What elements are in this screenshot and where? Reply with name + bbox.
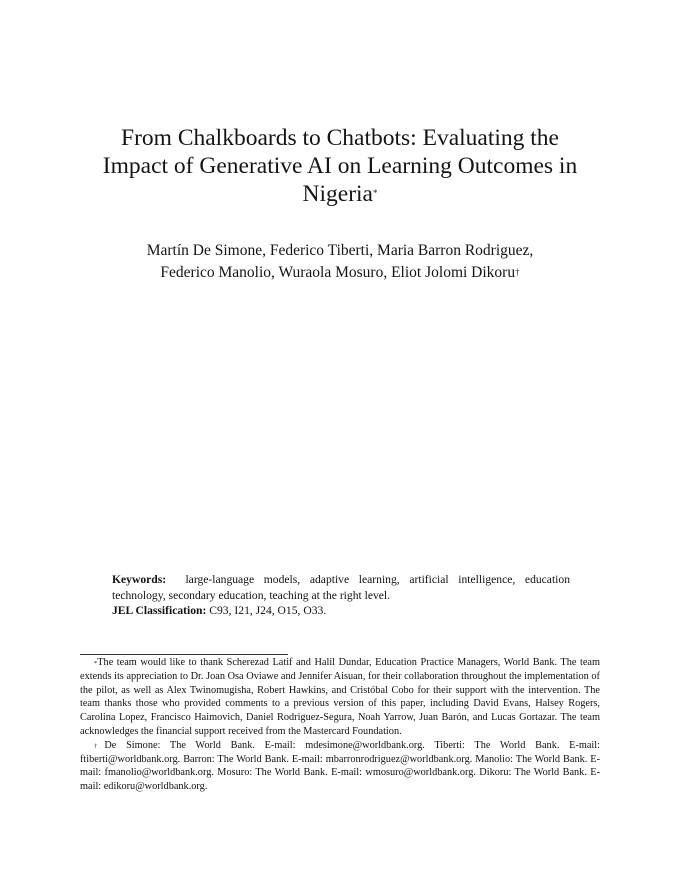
title-text: Nigeria (302, 181, 373, 207)
footnote-mark: † (94, 742, 105, 750)
footnote-acknowledgements (80, 656, 600, 739)
footnote-text: De Simone: The World Bank. E-mail: mdesimone@worldbank.org. Tiberti: The World Bank. E-mail: ftiberti@worldbank.org. Barron: The World Bank. E-mail: mbarronrodriguez@worldbank.org. Manolio: The World Bank. E-mail: fmanolio@worldbank.org. Mosuro: The World Bank. E-mail: wmosuro@worldbank.org. Dikoru: The World Bank. E-mail: edikoru@worldbank.org. (80, 739, 600, 793)
footnotes (80, 656, 600, 794)
author-line (60, 262, 620, 284)
jel-line (112, 603, 570, 619)
author-line: Martín De Simone, Federico Tiberti, Maria Barron Rodriguez, (146, 242, 534, 259)
jel-label: JEL Classification: (112, 604, 207, 617)
keywords-label: Keywords: (112, 573, 167, 586)
footnote-mark: * (94, 660, 98, 667)
keywords-line (112, 572, 570, 603)
paper-title (60, 124, 620, 208)
author-text: Federico Manolio, Wuraola Mosuro, Eliot Jolomi Dikoru (160, 264, 516, 281)
footnote-mark[interactable]: * (372, 188, 378, 198)
title-line (60, 180, 620, 208)
footnote-divider (80, 654, 288, 655)
footnote-affiliations (80, 739, 600, 794)
keywords-block (112, 572, 570, 619)
title-line: From Chalkboards to Chatbots: Evaluating the (121, 125, 559, 151)
author-list (60, 240, 620, 284)
title-line: Impact of Generative AI on Learning Outcomes in (102, 153, 578, 179)
keywords-text: large-language models, adaptive learning, artificial intelligence, education technology, secondary education, teaching at the right level. (112, 573, 570, 602)
footnote-mark[interactable]: † (515, 267, 520, 277)
jel-text: C93, I21, J24, O15, O33. (209, 604, 327, 617)
footnote-text: The team would like to thank Scherezad Latif and Halil Dundar, Education Practice Managers, World Bank. The team extends its appreciation to Dr. Joan Osa Oviawe and Jennifer Aisuan, for their collaboration throughout the implementation of the pilot, as well as Alex Twinomugisha, Robert Hawkins, and Cristóbal Cobo for their support with the intervention. The team thanks those who provided comments to a previous version of this paper, including David Evans, Halsey Rogers, Carolina Lopez, Francisco Haimovich, Daniel Rodriguez-Segura, Noah Yarrow, Juan Barón, and Lucas Gortazar. The team acknowledges the financial support received from the Mastercard Foundation. (80, 657, 600, 737)
